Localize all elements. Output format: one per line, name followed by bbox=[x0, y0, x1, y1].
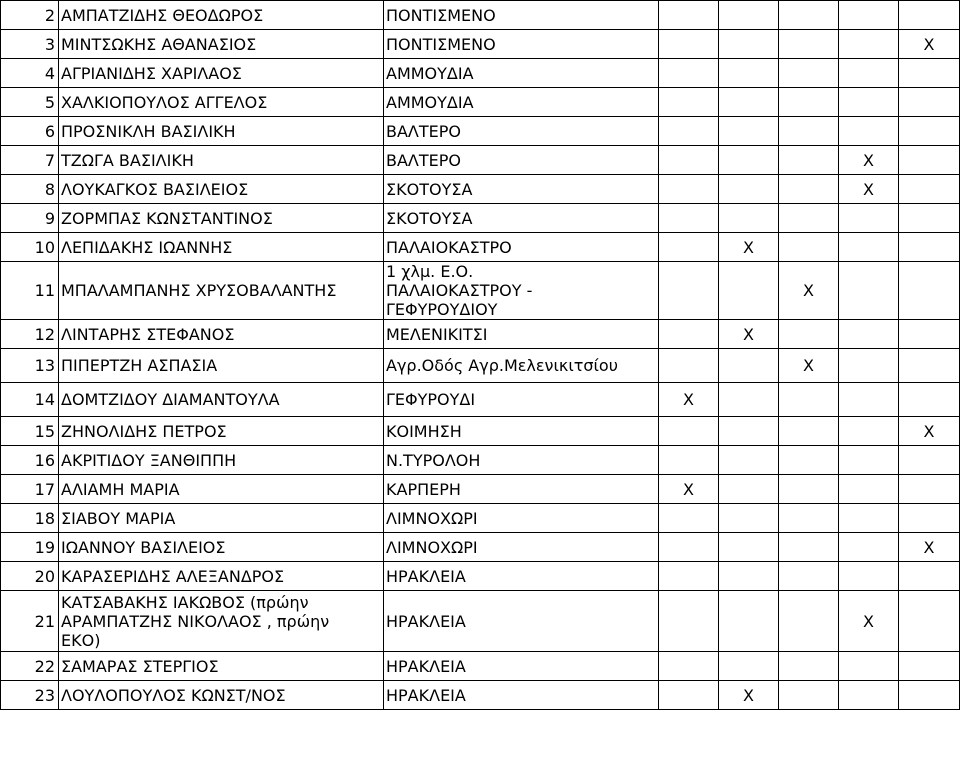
row-mark-col1 bbox=[659, 591, 719, 652]
row-mark-col5 bbox=[899, 383, 960, 417]
row-mark-col3 bbox=[779, 175, 839, 204]
row-number: 6 bbox=[1, 117, 59, 146]
table-row bbox=[1, 233, 960, 262]
table-row bbox=[1, 533, 960, 562]
row-location: ΜΕΛΕΝΙΚΙΤΣΙ bbox=[384, 320, 659, 349]
table-row bbox=[1, 475, 960, 504]
row-number: 16 bbox=[1, 446, 59, 475]
row-number: 21 bbox=[1, 591, 59, 652]
row-mark-col4 bbox=[839, 59, 899, 88]
row-name: ΠΡΟΣΝΙΚΛΗ ΒΑΣΙΛΙΚΗ bbox=[59, 117, 384, 146]
row-mark-col4 bbox=[839, 88, 899, 117]
row-name: ΛΟΥΛΟΠΟΥΛΟΣ ΚΩΝΣΤ/ΝΟΣ bbox=[59, 681, 384, 710]
row-mark-col2 bbox=[719, 30, 779, 59]
row-mark-col4 bbox=[839, 383, 899, 417]
row-mark-col3 bbox=[779, 320, 839, 349]
row-mark-col5 bbox=[899, 233, 960, 262]
row-mark-col1 bbox=[659, 146, 719, 175]
row-mark-col2 bbox=[719, 59, 779, 88]
row-mark-col2: X bbox=[719, 681, 779, 710]
table-row bbox=[1, 383, 960, 417]
row-mark-col4 bbox=[839, 533, 899, 562]
row-mark-col2 bbox=[719, 88, 779, 117]
row-mark-col1 bbox=[659, 59, 719, 88]
row-mark-col2: X bbox=[719, 233, 779, 262]
row-number: 14 bbox=[1, 383, 59, 417]
row-location: ΑΜΜΟΥΔΙΑ bbox=[384, 88, 659, 117]
row-mark-col2 bbox=[719, 146, 779, 175]
row-number: 5 bbox=[1, 88, 59, 117]
table-row bbox=[1, 262, 960, 320]
row-mark-col5 bbox=[899, 117, 960, 146]
row-mark-col3 bbox=[779, 117, 839, 146]
row-name: ΣΑΜΑΡΑΣ ΣΤΕΡΓΙΟΣ bbox=[59, 652, 384, 681]
row-location: ΚΟΙΜΗΣΗ bbox=[384, 417, 659, 446]
row-number: 12 bbox=[1, 320, 59, 349]
row-location: ΣΚΟΤΟΥΣΑ bbox=[384, 204, 659, 233]
row-name: ΑΛΙΑΜΗ ΜΑΡΙΑ bbox=[59, 475, 384, 504]
row-mark-col2 bbox=[719, 383, 779, 417]
row-mark-col1 bbox=[659, 88, 719, 117]
row-name: ΔΟΜΤΖΙΔΟΥ ΔΙΑΜΑΝΤΟΥΛΑ bbox=[59, 383, 384, 417]
row-name: ΛΙΝΤΑΡΗΣ ΣΤΕΦΑΝΟΣ bbox=[59, 320, 384, 349]
row-name: ΑΜΠΑΤΖΙΔΗΣ ΘΕΟΔΩΡΟΣ bbox=[59, 1, 384, 30]
row-mark-col3 bbox=[779, 681, 839, 710]
row-mark-col3 bbox=[779, 417, 839, 446]
row-mark-col1 bbox=[659, 681, 719, 710]
row-name: ΙΩΑΝΝΟΥ ΒΑΣΙΛΕΙΟΣ bbox=[59, 533, 384, 562]
row-mark-col2 bbox=[719, 533, 779, 562]
row-mark-col3 bbox=[779, 533, 839, 562]
row-mark-col4: X bbox=[839, 591, 899, 652]
row-location: Αγρ.Οδός Αγρ.Μελενικιτσίου bbox=[384, 349, 659, 383]
row-number: 19 bbox=[1, 533, 59, 562]
row-number: 13 bbox=[1, 349, 59, 383]
row-name: ΚΑΡΑΣΕΡΙΔΗΣ ΑΛΕΞΑΝΔΡΟΣ bbox=[59, 562, 384, 591]
row-mark-col3 bbox=[779, 88, 839, 117]
row-mark-col2 bbox=[719, 446, 779, 475]
row-location: ΛΙΜΝΟΧΩΡΙ bbox=[384, 533, 659, 562]
row-mark-col3 bbox=[779, 446, 839, 475]
row-mark-col4 bbox=[839, 562, 899, 591]
table-row bbox=[1, 446, 960, 475]
row-location: ΗΡΑΚΛΕΙΑ bbox=[384, 681, 659, 710]
row-location: ΒΑΛΤΕΡΟ bbox=[384, 117, 659, 146]
row-name: ΧΑΛΚΙΟΠΟΥΛΟΣ ΑΓΓΕΛΟΣ bbox=[59, 88, 384, 117]
table-row bbox=[1, 652, 960, 681]
row-mark-col3 bbox=[779, 1, 839, 30]
row-mark-col2 bbox=[719, 1, 779, 30]
row-mark-col3: X bbox=[779, 349, 839, 383]
row-location: ΓΕΦΥΡΟΥΔΙ bbox=[384, 383, 659, 417]
row-mark-col1 bbox=[659, 204, 719, 233]
row-location: ΑΜΜΟΥΔΙΑ bbox=[384, 59, 659, 88]
row-mark-col4 bbox=[839, 320, 899, 349]
row-mark-col4 bbox=[839, 117, 899, 146]
row-mark-col2 bbox=[719, 417, 779, 446]
row-mark-col3 bbox=[779, 562, 839, 591]
row-mark-col4 bbox=[839, 1, 899, 30]
row-number: 10 bbox=[1, 233, 59, 262]
row-mark-col5 bbox=[899, 681, 960, 710]
row-name: ΜΙΝΤΣΩΚΗΣ ΑΘΑΝΑΣΙΟΣ bbox=[59, 30, 384, 59]
table-row bbox=[1, 88, 960, 117]
row-mark-col4 bbox=[839, 233, 899, 262]
row-mark-col3 bbox=[779, 652, 839, 681]
row-name: ΖΟΡΜΠΑΣ ΚΩΝΣΤΑΝΤΙΝΟΣ bbox=[59, 204, 384, 233]
row-number: 7 bbox=[1, 146, 59, 175]
row-mark-col2 bbox=[719, 591, 779, 652]
row-mark-col2 bbox=[719, 117, 779, 146]
row-mark-col1: X bbox=[659, 383, 719, 417]
table-row bbox=[1, 504, 960, 533]
row-number: 23 bbox=[1, 681, 59, 710]
row-location: ΗΡΑΚΛΕΙΑ bbox=[384, 562, 659, 591]
row-mark-col2 bbox=[719, 349, 779, 383]
row-mark-col4: X bbox=[839, 146, 899, 175]
row-name: ΜΠΑΛΑΜΠΑΝΗΣ ΧΡΥΣΟΒΑΛΑΝΤΗΣ bbox=[59, 262, 384, 320]
row-number: 20 bbox=[1, 562, 59, 591]
row-mark-col1 bbox=[659, 349, 719, 383]
row-location: ΗΡΑΚΛΕΙΑ bbox=[384, 652, 659, 681]
table-row bbox=[1, 320, 960, 349]
row-name: ΑΚΡΙΤΙΔΟΥ ΞΑΝΘΙΠΠΗ bbox=[59, 446, 384, 475]
row-number: 4 bbox=[1, 59, 59, 88]
row-mark-col5 bbox=[899, 320, 960, 349]
row-mark-col4: X bbox=[839, 175, 899, 204]
row-mark-col5 bbox=[899, 562, 960, 591]
row-mark-col3 bbox=[779, 30, 839, 59]
row-mark-col5: X bbox=[899, 30, 960, 59]
row-mark-col3 bbox=[779, 59, 839, 88]
table-row bbox=[1, 681, 960, 710]
row-mark-col2 bbox=[719, 504, 779, 533]
row-location: ΠΑΛΑΙΟΚΑΣΤΡΟ bbox=[384, 233, 659, 262]
row-number: 3 bbox=[1, 30, 59, 59]
row-mark-col1 bbox=[659, 117, 719, 146]
row-mark-col1 bbox=[659, 30, 719, 59]
row-number: 17 bbox=[1, 475, 59, 504]
table-row bbox=[1, 30, 960, 59]
row-mark-col3 bbox=[779, 233, 839, 262]
table-row bbox=[1, 117, 960, 146]
table-row bbox=[1, 146, 960, 175]
row-mark-col4 bbox=[839, 446, 899, 475]
row-mark-col3 bbox=[779, 146, 839, 175]
row-name: ΖΗΝΟΛΙΔΗΣ ΠΕΤΡΟΣ bbox=[59, 417, 384, 446]
row-location: ΒΑΛΤΕΡΟ bbox=[384, 146, 659, 175]
row-mark-col1 bbox=[659, 562, 719, 591]
row-name: ΛΟΥΚΑΓΚΟΣ ΒΑΣΙΛΕΙΟΣ bbox=[59, 175, 384, 204]
row-mark-col1: X bbox=[659, 475, 719, 504]
row-mark-col5: X bbox=[899, 417, 960, 446]
row-mark-col4 bbox=[839, 417, 899, 446]
row-location: ΠΟΝΤΙΣΜΕΝΟ bbox=[384, 30, 659, 59]
row-mark-col5 bbox=[899, 262, 960, 320]
row-number: 11 bbox=[1, 262, 59, 320]
row-mark-col4 bbox=[839, 475, 899, 504]
row-location: ΣΚΟΤΟΥΣΑ bbox=[384, 175, 659, 204]
row-mark-col5 bbox=[899, 88, 960, 117]
row-mark-col4 bbox=[839, 30, 899, 59]
row-mark-col5 bbox=[899, 1, 960, 30]
row-number: 9 bbox=[1, 204, 59, 233]
row-mark-col5 bbox=[899, 204, 960, 233]
row-mark-col4 bbox=[839, 681, 899, 710]
table-body bbox=[1, 1, 960, 710]
row-number: 8 bbox=[1, 175, 59, 204]
row-mark-col1 bbox=[659, 262, 719, 320]
row-mark-col3 bbox=[779, 204, 839, 233]
row-mark-col4 bbox=[839, 652, 899, 681]
row-location: ΛΙΜΝΟΧΩΡΙ bbox=[384, 504, 659, 533]
row-mark-col2: X bbox=[719, 320, 779, 349]
row-location: 1 χλμ. Ε.Ο. ΠΑΛΑΙΟΚΑΣΤΡΟΥ - ΓΕΦΥΡΟΥΔΙΟΥ bbox=[384, 262, 659, 320]
row-mark-col1 bbox=[659, 233, 719, 262]
row-mark-col5 bbox=[899, 146, 960, 175]
row-mark-col2 bbox=[719, 652, 779, 681]
row-name: ΤΖΩΓΑ ΒΑΣΙΛΙΚΗ bbox=[59, 146, 384, 175]
row-mark-col1 bbox=[659, 504, 719, 533]
row-mark-col5 bbox=[899, 652, 960, 681]
row-mark-col4 bbox=[839, 349, 899, 383]
row-mark-col2 bbox=[719, 175, 779, 204]
row-mark-col4 bbox=[839, 504, 899, 533]
table-row bbox=[1, 204, 960, 233]
table-row bbox=[1, 349, 960, 383]
row-mark-col2 bbox=[719, 204, 779, 233]
row-mark-col5 bbox=[899, 59, 960, 88]
row-location: ΗΡΑΚΛΕΙΑ bbox=[384, 591, 659, 652]
table-row bbox=[1, 591, 960, 652]
row-mark-col1 bbox=[659, 1, 719, 30]
row-mark-col5 bbox=[899, 591, 960, 652]
row-mark-col3 bbox=[779, 504, 839, 533]
row-mark-col4 bbox=[839, 204, 899, 233]
row-number: 15 bbox=[1, 417, 59, 446]
row-mark-col2 bbox=[719, 262, 779, 320]
row-mark-col5 bbox=[899, 349, 960, 383]
row-mark-col5 bbox=[899, 446, 960, 475]
row-mark-col1 bbox=[659, 533, 719, 562]
row-mark-col5 bbox=[899, 475, 960, 504]
row-mark-col1 bbox=[659, 175, 719, 204]
row-mark-col2 bbox=[719, 475, 779, 504]
row-name: ΣΙΑΒΟΥ ΜΑΡΙΑ bbox=[59, 504, 384, 533]
row-mark-col5 bbox=[899, 504, 960, 533]
row-mark-col3 bbox=[779, 383, 839, 417]
row-mark-col1 bbox=[659, 320, 719, 349]
row-mark-col3 bbox=[779, 591, 839, 652]
row-location: Ν.ΤΥΡΟΛΟΗ bbox=[384, 446, 659, 475]
row-number: 18 bbox=[1, 504, 59, 533]
row-mark-col5: X bbox=[899, 533, 960, 562]
row-number: 2 bbox=[1, 1, 59, 30]
row-name: ΚΑΤΣΑΒΑΚΗΣ ΙΑΚΩΒΟΣ (πρώην ΑΡΑΜΠΑΤΖΗΣ ΝΙΚΟΛΑΟΣ , πρώην ΕΚΟ) bbox=[59, 591, 384, 652]
row-mark-col1 bbox=[659, 446, 719, 475]
row-mark-col1 bbox=[659, 652, 719, 681]
row-mark-col2 bbox=[719, 562, 779, 591]
row-mark-col3: X bbox=[779, 262, 839, 320]
table-row bbox=[1, 59, 960, 88]
row-mark-col1 bbox=[659, 417, 719, 446]
row-name: ΑΓΡΙΑΝΙΔΗΣ ΧΑΡΙΛΑΟΣ bbox=[59, 59, 384, 88]
row-location: ΠΟΝΤΙΣΜΕΝΟ bbox=[384, 1, 659, 30]
row-mark-col4 bbox=[839, 262, 899, 320]
row-mark-col5 bbox=[899, 175, 960, 204]
row-mark-col3 bbox=[779, 475, 839, 504]
row-location: ΚΑΡΠΕΡΗ bbox=[384, 475, 659, 504]
table-row bbox=[1, 562, 960, 591]
row-number: 22 bbox=[1, 652, 59, 681]
row-name: ΛΕΠΙΔΑΚΗΣ ΙΩΑΝΝΗΣ bbox=[59, 233, 384, 262]
table-row bbox=[1, 1, 960, 30]
table-row bbox=[1, 175, 960, 204]
table-row bbox=[1, 417, 960, 446]
row-name: ΠΙΠΕΡΤΖΗ ΑΣΠΑΣΙΑ bbox=[59, 349, 384, 383]
